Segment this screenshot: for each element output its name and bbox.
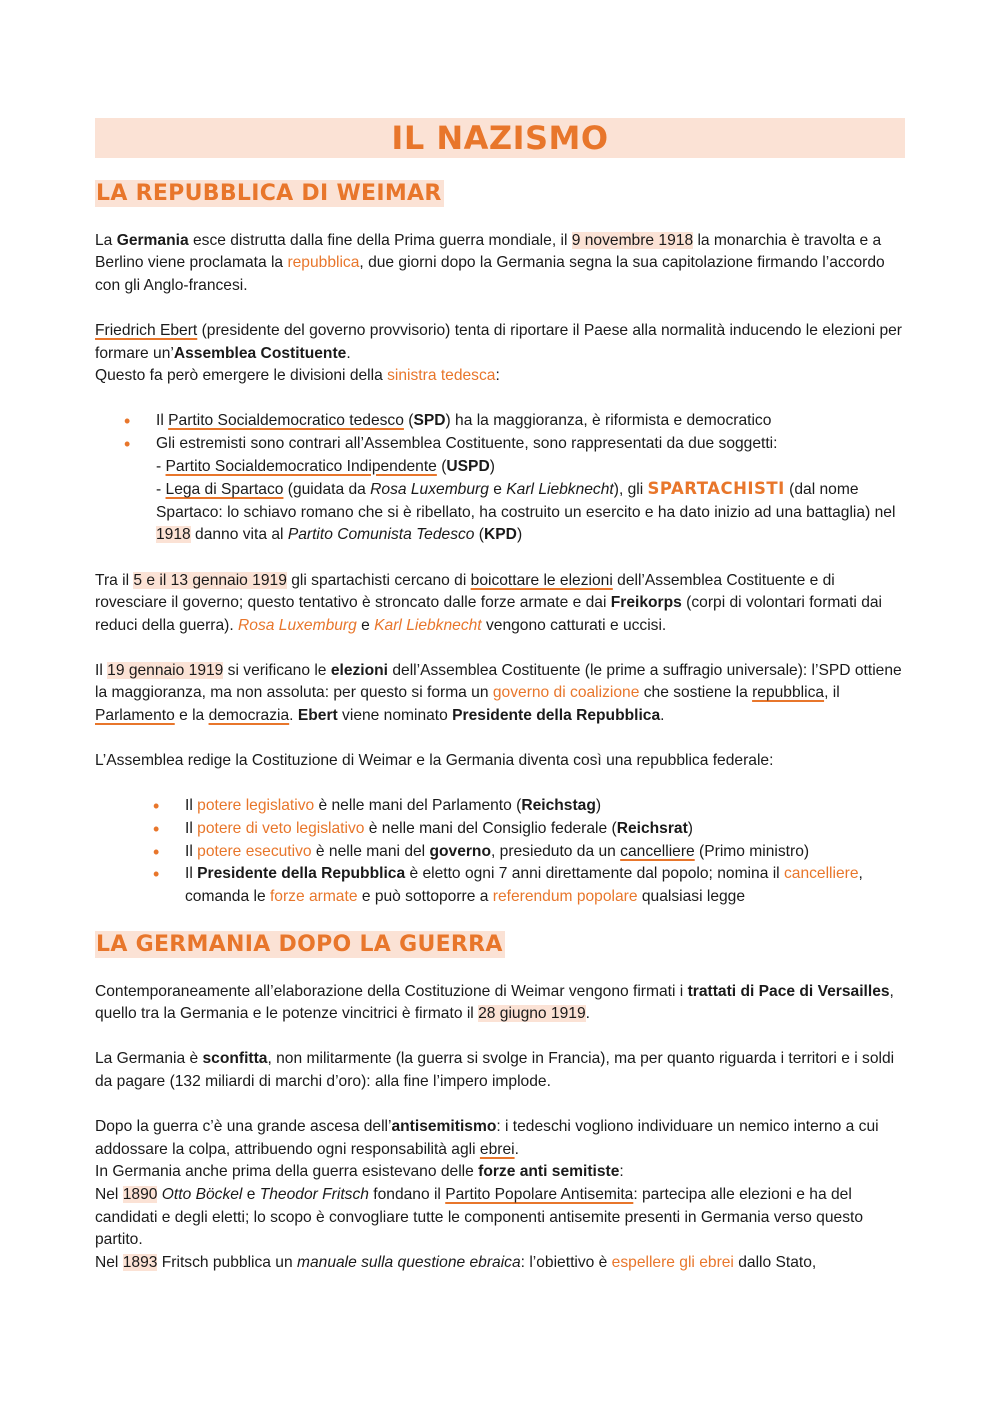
list-poteri	[95, 795, 905, 908]
paragraph-sinistra: Questo fa però emergere le divisioni della sinistra tedesca:	[95, 367, 500, 385]
paragraph-antisemitismo: Dopo la guerra c’è una grande ascesa dell’antisemitismo: i tedeschi vogliono individuare un nemico interno a cui addossare la colpa, attribuendo ogni responsabilità agli ebrei.	[95, 1118, 879, 1158]
paragraph-ebert: Friedrich Ebert (presidente del governo provvisorio) tenta di riportare il Paese alla normalità inducendo le elezioni per formare un’Assemblea Costituente.	[95, 321, 902, 362]
paragraph-1893: Nel 1893 Fritsch pubblica un manuale sulla questione ebraica: l’obiettivo è espellere gli ebrei dallo Stato,	[95, 1253, 817, 1271]
list-item: • Il potere di veto legislativo è nelle mani del Consiglio federale (Reichsrat)	[95, 818, 905, 841]
spartachisti-label: SPARTACHISTI	[647, 479, 785, 499]
section-heading-germania-dopo-guerra: LA GERMANIA DOPO LA GUERRA	[96, 932, 503, 957]
list-item: • Il Presidente della Repubblica è eletto ogni 7 anni direttamente dal popolo; nomina il cancelliere, comanda le forze armate e può sottoporre a referendum popolare qualsiasi legge	[95, 863, 905, 908]
section-heading-weimar: LA REPUBBLICA DI WEIMAR	[96, 181, 442, 206]
paragraph-germania-1918: La Germania esce distrutta dalla fine della Prima guerra mondiale, il 9 novembre 1918 la monarchia è travolta e a Berlino viene proclamata la repubblica, due giorni dopo la Germania segna la sua capitolazione firmando l’accordo con gli Anglo-francesi.	[95, 231, 885, 294]
list-item: • Gli estremisti sono contrari all’Assemblea Costituente, sono rappresentati da due soggetti: - Partito Socialdemocratico Indipendente (USPD) - Lega di Spartaco (guidata da Rosa Luxemburg e Karl Liebknecht), gli SPARTACHISTI (dal nome Spartaco: lo schiavo romano che si è ribellato, ha costruito un esercito e ha dato inizio ad una battaglia) nel 1918 danno vita al Partito Comunista Tedesco (KPD)	[95, 433, 905, 547]
list-item: • Il Partito Socialdemocratico tedesco (SPD) ha la maggioranza, è riformista e democratico	[95, 410, 905, 433]
list-item: • Il potere esecutivo è nelle mani del governo, presieduto da un cancelliere (Primo ministro)	[95, 841, 905, 864]
document-page	[95, 118, 905, 1274]
paragraph-sconfitta: La Germania è sconfitta, non militarmente (la guerra si svolge in Francia), ma per quanto riguarda i territori e i soldi da pagare (132 miliardi di marchi d’oro): alla fine l’impero implode.	[95, 1050, 895, 1090]
paragraph-forze-antisemitiste: In Germania anche prima della guerra esistevano delle forze anti semitiste:	[95, 1163, 624, 1181]
paragraph-costituzione: L’Assemblea redige la Costituzione di Weimar e la Germania diventa così una repubblica federale:	[95, 752, 774, 770]
paragraph-versailles: Contemporaneamente all’elaborazione della Costituzione di Weimar vengono firmati i trattati di Pace di Versailles, quello tra la Germania e le potenze vincitrici è firmato il 28 giugno 1919.	[95, 982, 894, 1023]
date-highlight: 9 novembre 1918	[571, 231, 694, 249]
paragraph-elezioni: Il 19 gennaio 1919 si verificano le elezioni dell’Assemblea Costituente (le prime a suffragio universale): l’SPD ottiene la maggioranza, ma non assoluta: per questo si forma un governo di coalizione che sostiene la repubblica, il Parlamento e la democrazia. Ebert viene nominato Presidente della Repubblica.	[95, 661, 902, 725]
paragraph-gennaio-1919: Tra il 5 e il 13 gennaio 1919 gli spartachisti cercano di boicottare le elezioni dell’Assemblea Costituente e di rovesciare il governo; questo tentativo è stroncato dalle forze armate e dai Freikorps (corpi di volontari formati dai reduci della guerra). Rosa Luxemburg e Karl Liebknecht vengono catturati e uccisi.	[95, 571, 883, 634]
document-title: IL NAZISMO	[95, 118, 905, 158]
paragraph-1890: Nel 1890 Otto Böckel e Theodor Fritsch fondano il Partito Popolare Antisemita: partecipa alle elezioni e ha del candidati e degli eletti; lo scopo è convogliare tutte le componenti antisemite presenti in Germania verso questo partito.	[95, 1185, 863, 1249]
list-item: • Il potere legislativo è nelle mani del Parlamento (Reichstag)	[95, 795, 905, 818]
section-heading-wrap	[95, 180, 905, 208]
section-heading-wrap	[95, 931, 905, 959]
list-sinistra-tedesca	[95, 410, 905, 547]
